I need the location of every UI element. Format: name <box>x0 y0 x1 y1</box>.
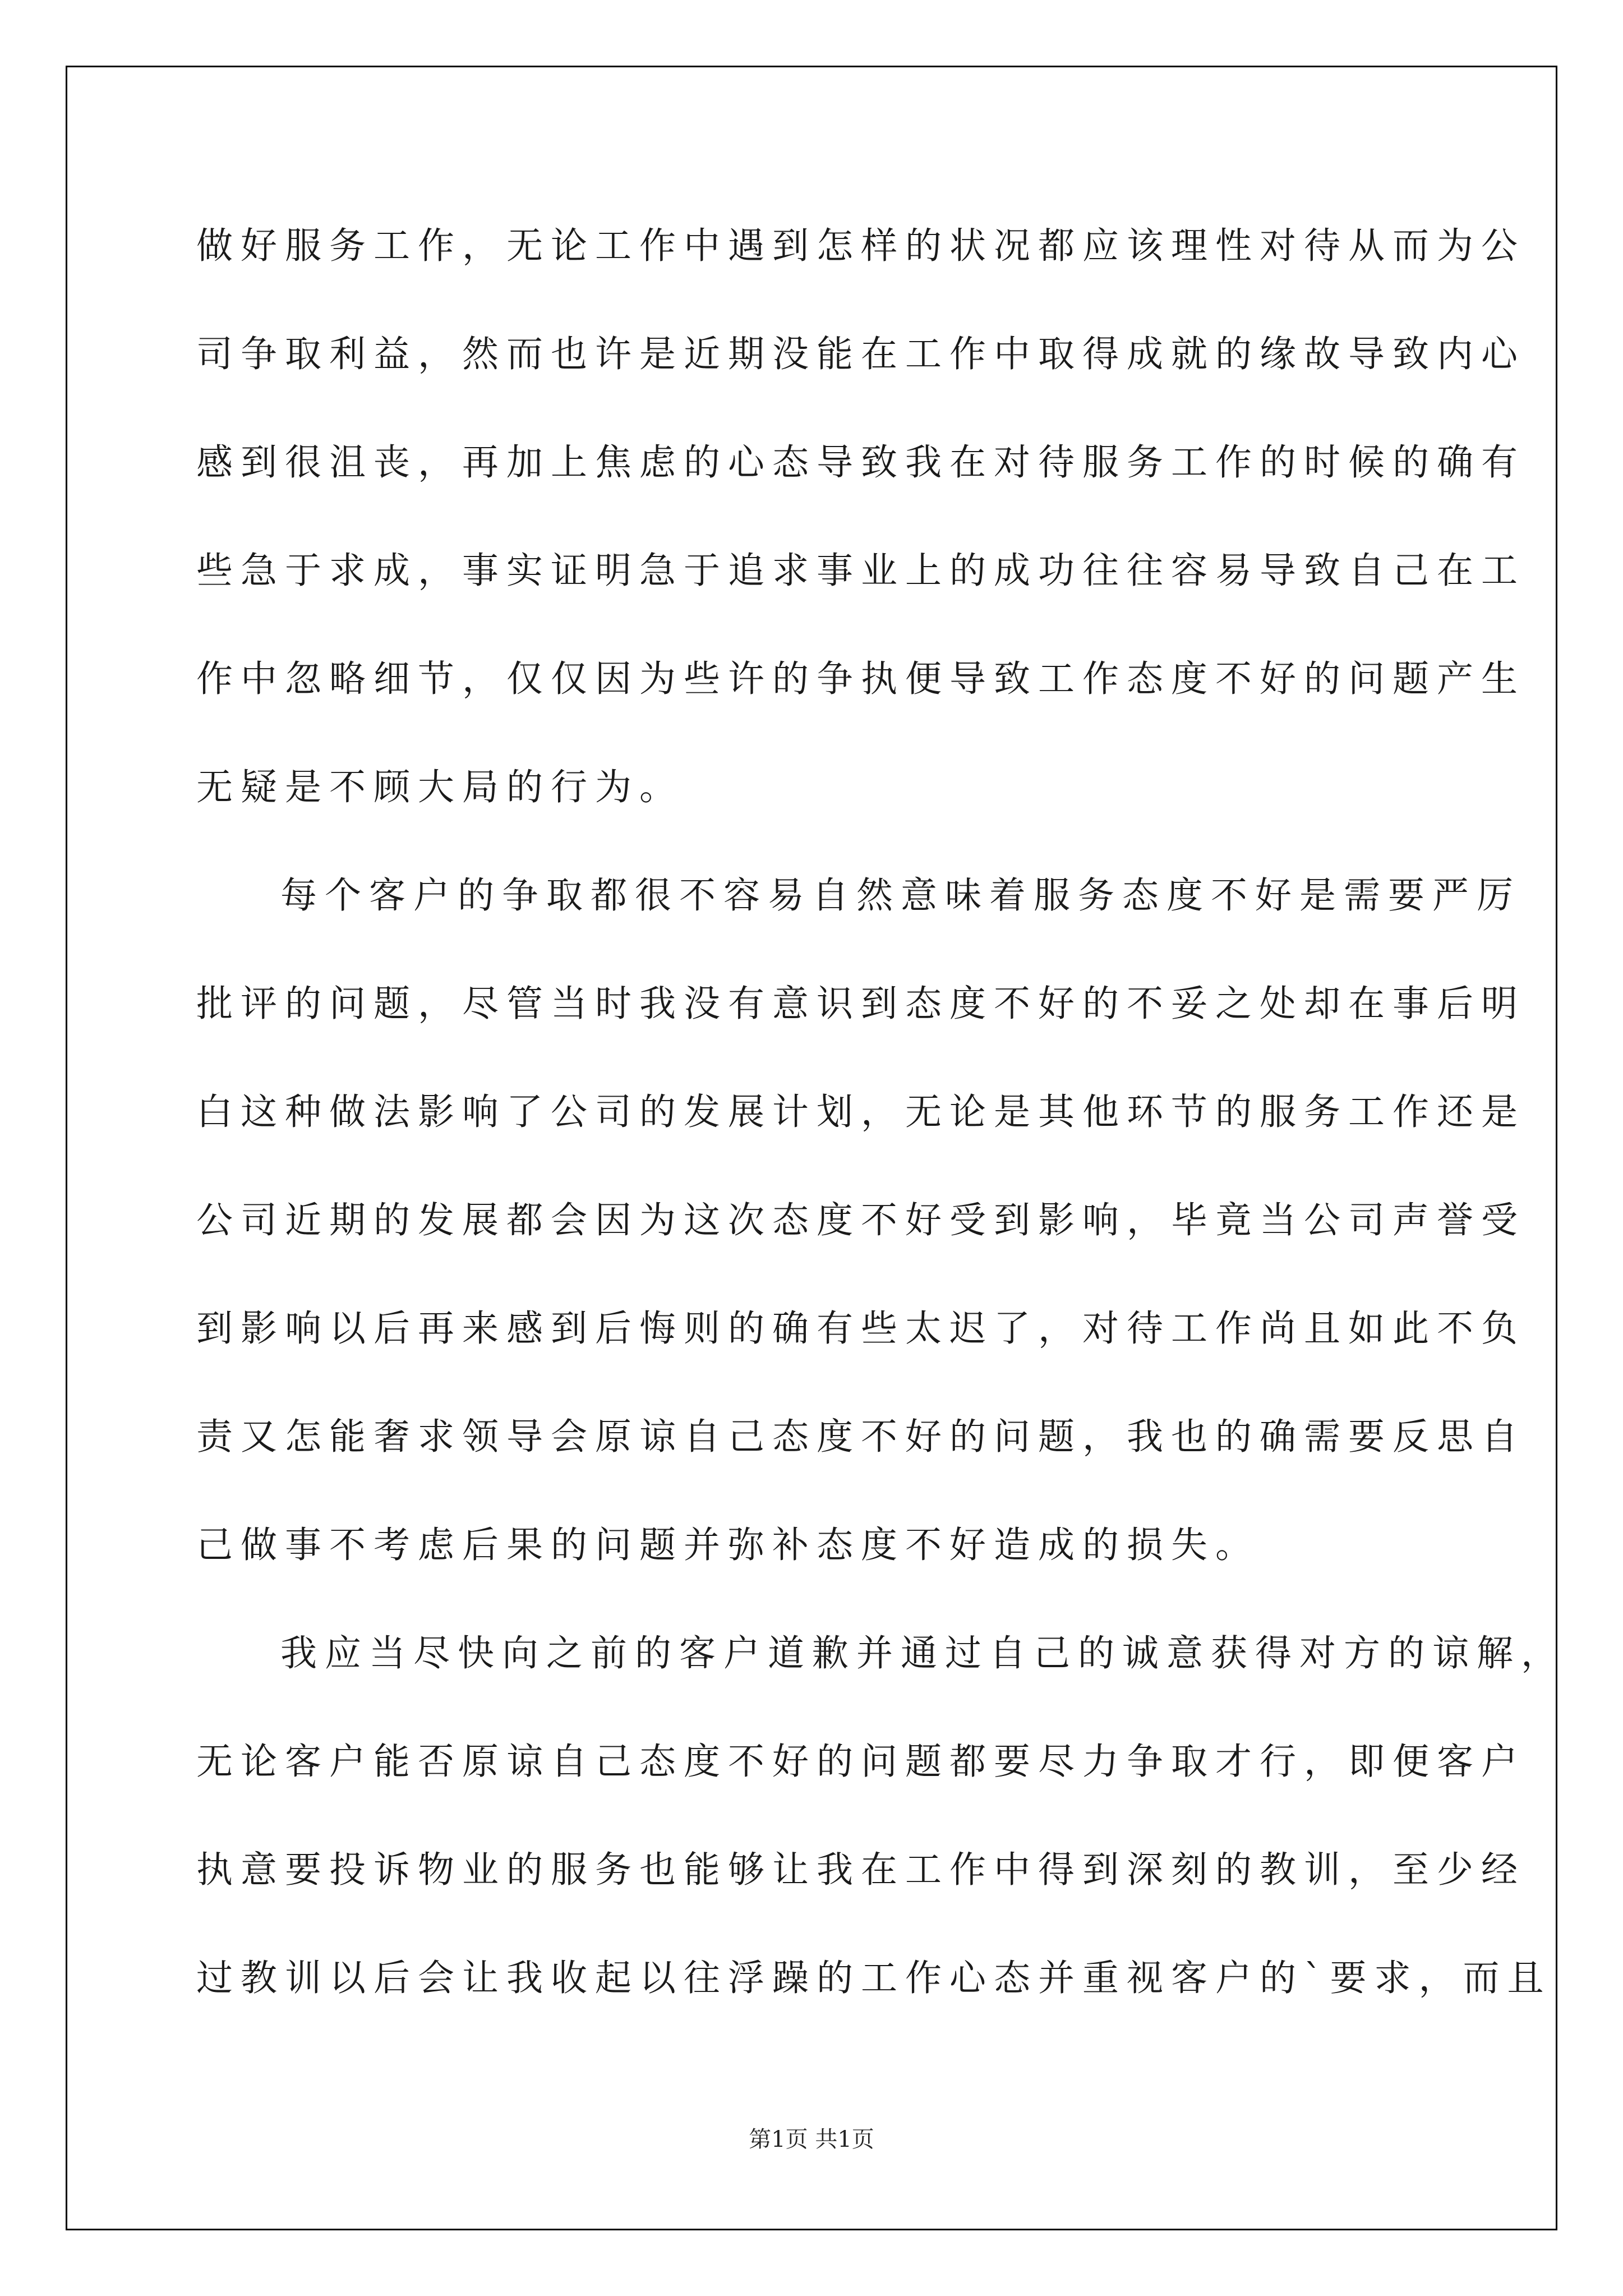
text-line: 执意要投诉物业的服务也能够让我在工作中得到深刻的教训，至少经 <box>196 1849 1526 1891</box>
text-line: 过教训以后会让我收起以往浮躁的工作心态并重视客户的`要求，而且 <box>196 1957 1552 1999</box>
text-line: 无疑是不顾大局的行为。 <box>196 766 684 808</box>
text-line: 感到很沮丧，再加上焦虑的心态导致我在对待服务工作的时候的确有 <box>196 441 1526 484</box>
text-line: 公司近期的发展都会因为这次态度不好受到影响，毕竟当公司声誉受 <box>196 1199 1526 1241</box>
text-line: 无论客户能否原谅自己态度不好的问题都要尽力争取才行，即便客户 <box>196 1741 1526 1783</box>
page-footer: 第1页 共1页 <box>749 2127 874 2152</box>
paragraph-first-line: 我应当尽快向之前的客户道歉并通过自己的诚意获得对方的谅解， <box>280 1632 1566 1674</box>
text-line: 己做事不考虑后果的问题并弥补态度不好造成的损失。 <box>196 1524 1260 1566</box>
text-line: 些急于求成，事实证明急于追求事业上的成功往往容易导致自己在工 <box>196 550 1526 592</box>
text-line: 责又怎能奢求领导会原谅自己态度不好的问题，我也的确需要反思自 <box>196 1416 1526 1458</box>
text-line: 批评的问题，尽管当时我没有意识到态度不好的不妥之处却在事后明 <box>196 983 1526 1025</box>
text-line: 作中忽略细节，仅仅因为些许的争执便导致工作态度不好的问题产生 <box>196 658 1526 700</box>
text-line: 做好服务工作，无论工作中遇到怎样的状况都应该理性对待从而为公 <box>196 225 1526 267</box>
text-line: 到影响以后再来感到后悔则的确有些太迟了，对待工作尚且如此不负 <box>196 1308 1526 1350</box>
document-body <box>196 216 1566 2056</box>
text-line: 白这种做法影响了公司的发展计划，无论是其他环节的服务工作还是 <box>196 1091 1526 1133</box>
paragraph-first-line: 每个客户的争取都很不容易自然意味着服务态度不好是需要严厉 <box>280 875 1521 917</box>
text-line: 司争取利益，然而也许是近期没能在工作中取得成就的缘故导致内心 <box>196 333 1526 375</box>
